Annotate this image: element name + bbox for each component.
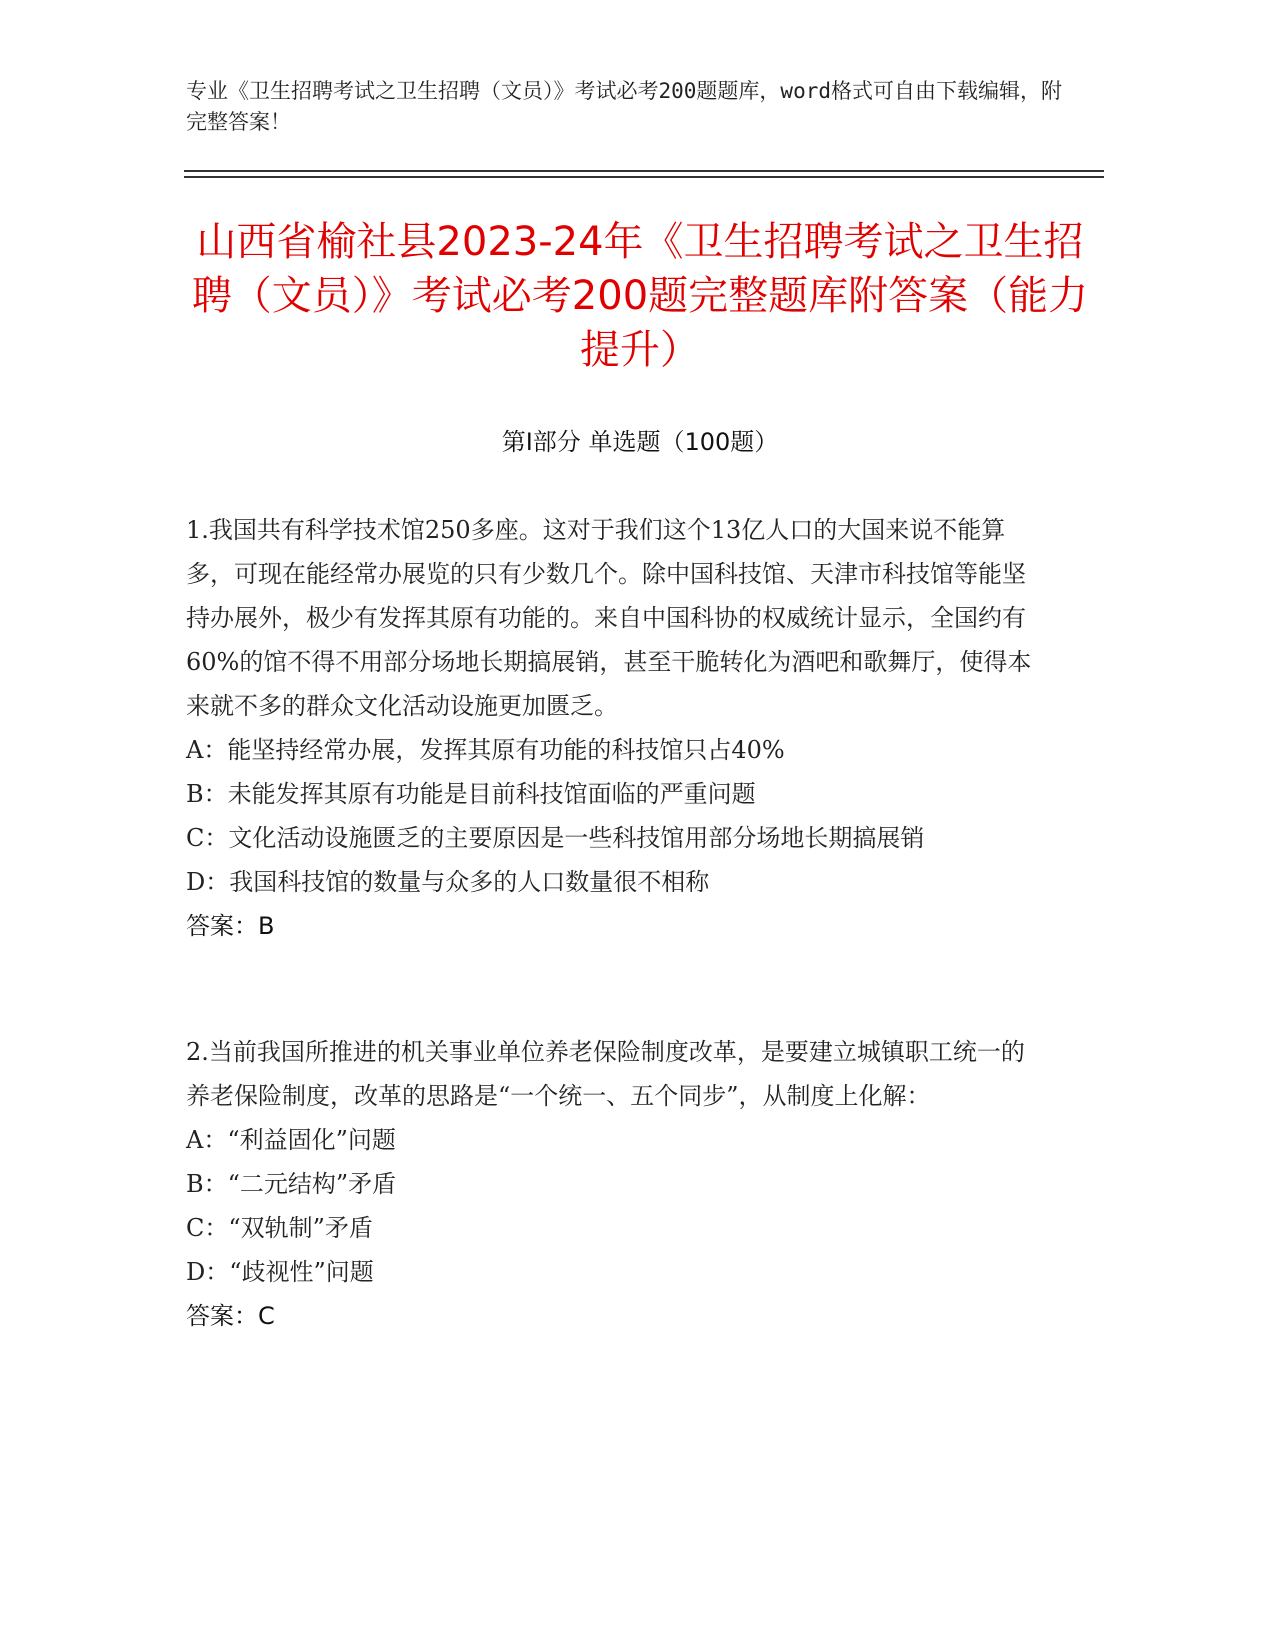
option-b: B：未能发挥其原有功能是目前科技馆面临的严重问题 (186, 780, 756, 808)
header-note: 专业《卫生招聘考试之卫生招聘（文员）》考试必考200题题库，word格式可自由下载编辑，附完整答案！ (186, 79, 1062, 134)
option-c: C：“双轨制”矛盾 (186, 1214, 373, 1242)
answer-label: 答案：B (186, 912, 275, 940)
header-divider-bottom (184, 176, 1104, 178)
document-title: 山西省榆社县2023-24年《卫生招聘考试之卫生招聘（文员）》考试必考200题完整题库附答案（能力提升） (191, 219, 1089, 373)
question-1 (186, 508, 1046, 948)
question-2 (186, 1030, 1046, 1338)
option-a: A：能坚持经常办展，发挥其原有功能的科技馆只占40% (186, 736, 785, 764)
option-d: D：我国科技馆的数量与众多的人口数量很不相称 (186, 868, 710, 896)
option-b: B：“二元结构”矛盾 (186, 1170, 397, 1198)
section-heading: 第I部分 单选题（100题） (501, 428, 779, 456)
question-stem: 2.当前我国所推进的机关事业单位养老保险制度改革，是要建立城镇职工统一的养老保险制度，改革的思路是“一个统一、五个同步”，从制度上化解： (186, 1038, 1025, 1110)
option-c: C：文化活动设施匮乏的主要原因是一些科技馆用部分场地长期搞展销 (186, 824, 925, 852)
header-divider-top (184, 170, 1104, 172)
option-a: A：“利益固化”问题 (186, 1126, 396, 1154)
option-d: D：“歧视性”问题 (186, 1258, 374, 1286)
question-stem: 1.我国共有科学技术馆250多座。这对于我们这个13亿人口的大国来说不能算多，可现在能经常办展览的只有少数几个。除中国科技馆、天津市科技馆等能坚持办展外，极少有发挥其原有功能的。来自中国科协的权威统计显示，全国约有60%的馆不得不用部分场地长期搞展销，甚至干脆转化为酒吧和歌舞厅，使得本来就不多的群众文化活动设施更加匮乏。 (186, 516, 1032, 720)
answer-label: 答案：C (186, 1302, 275, 1330)
